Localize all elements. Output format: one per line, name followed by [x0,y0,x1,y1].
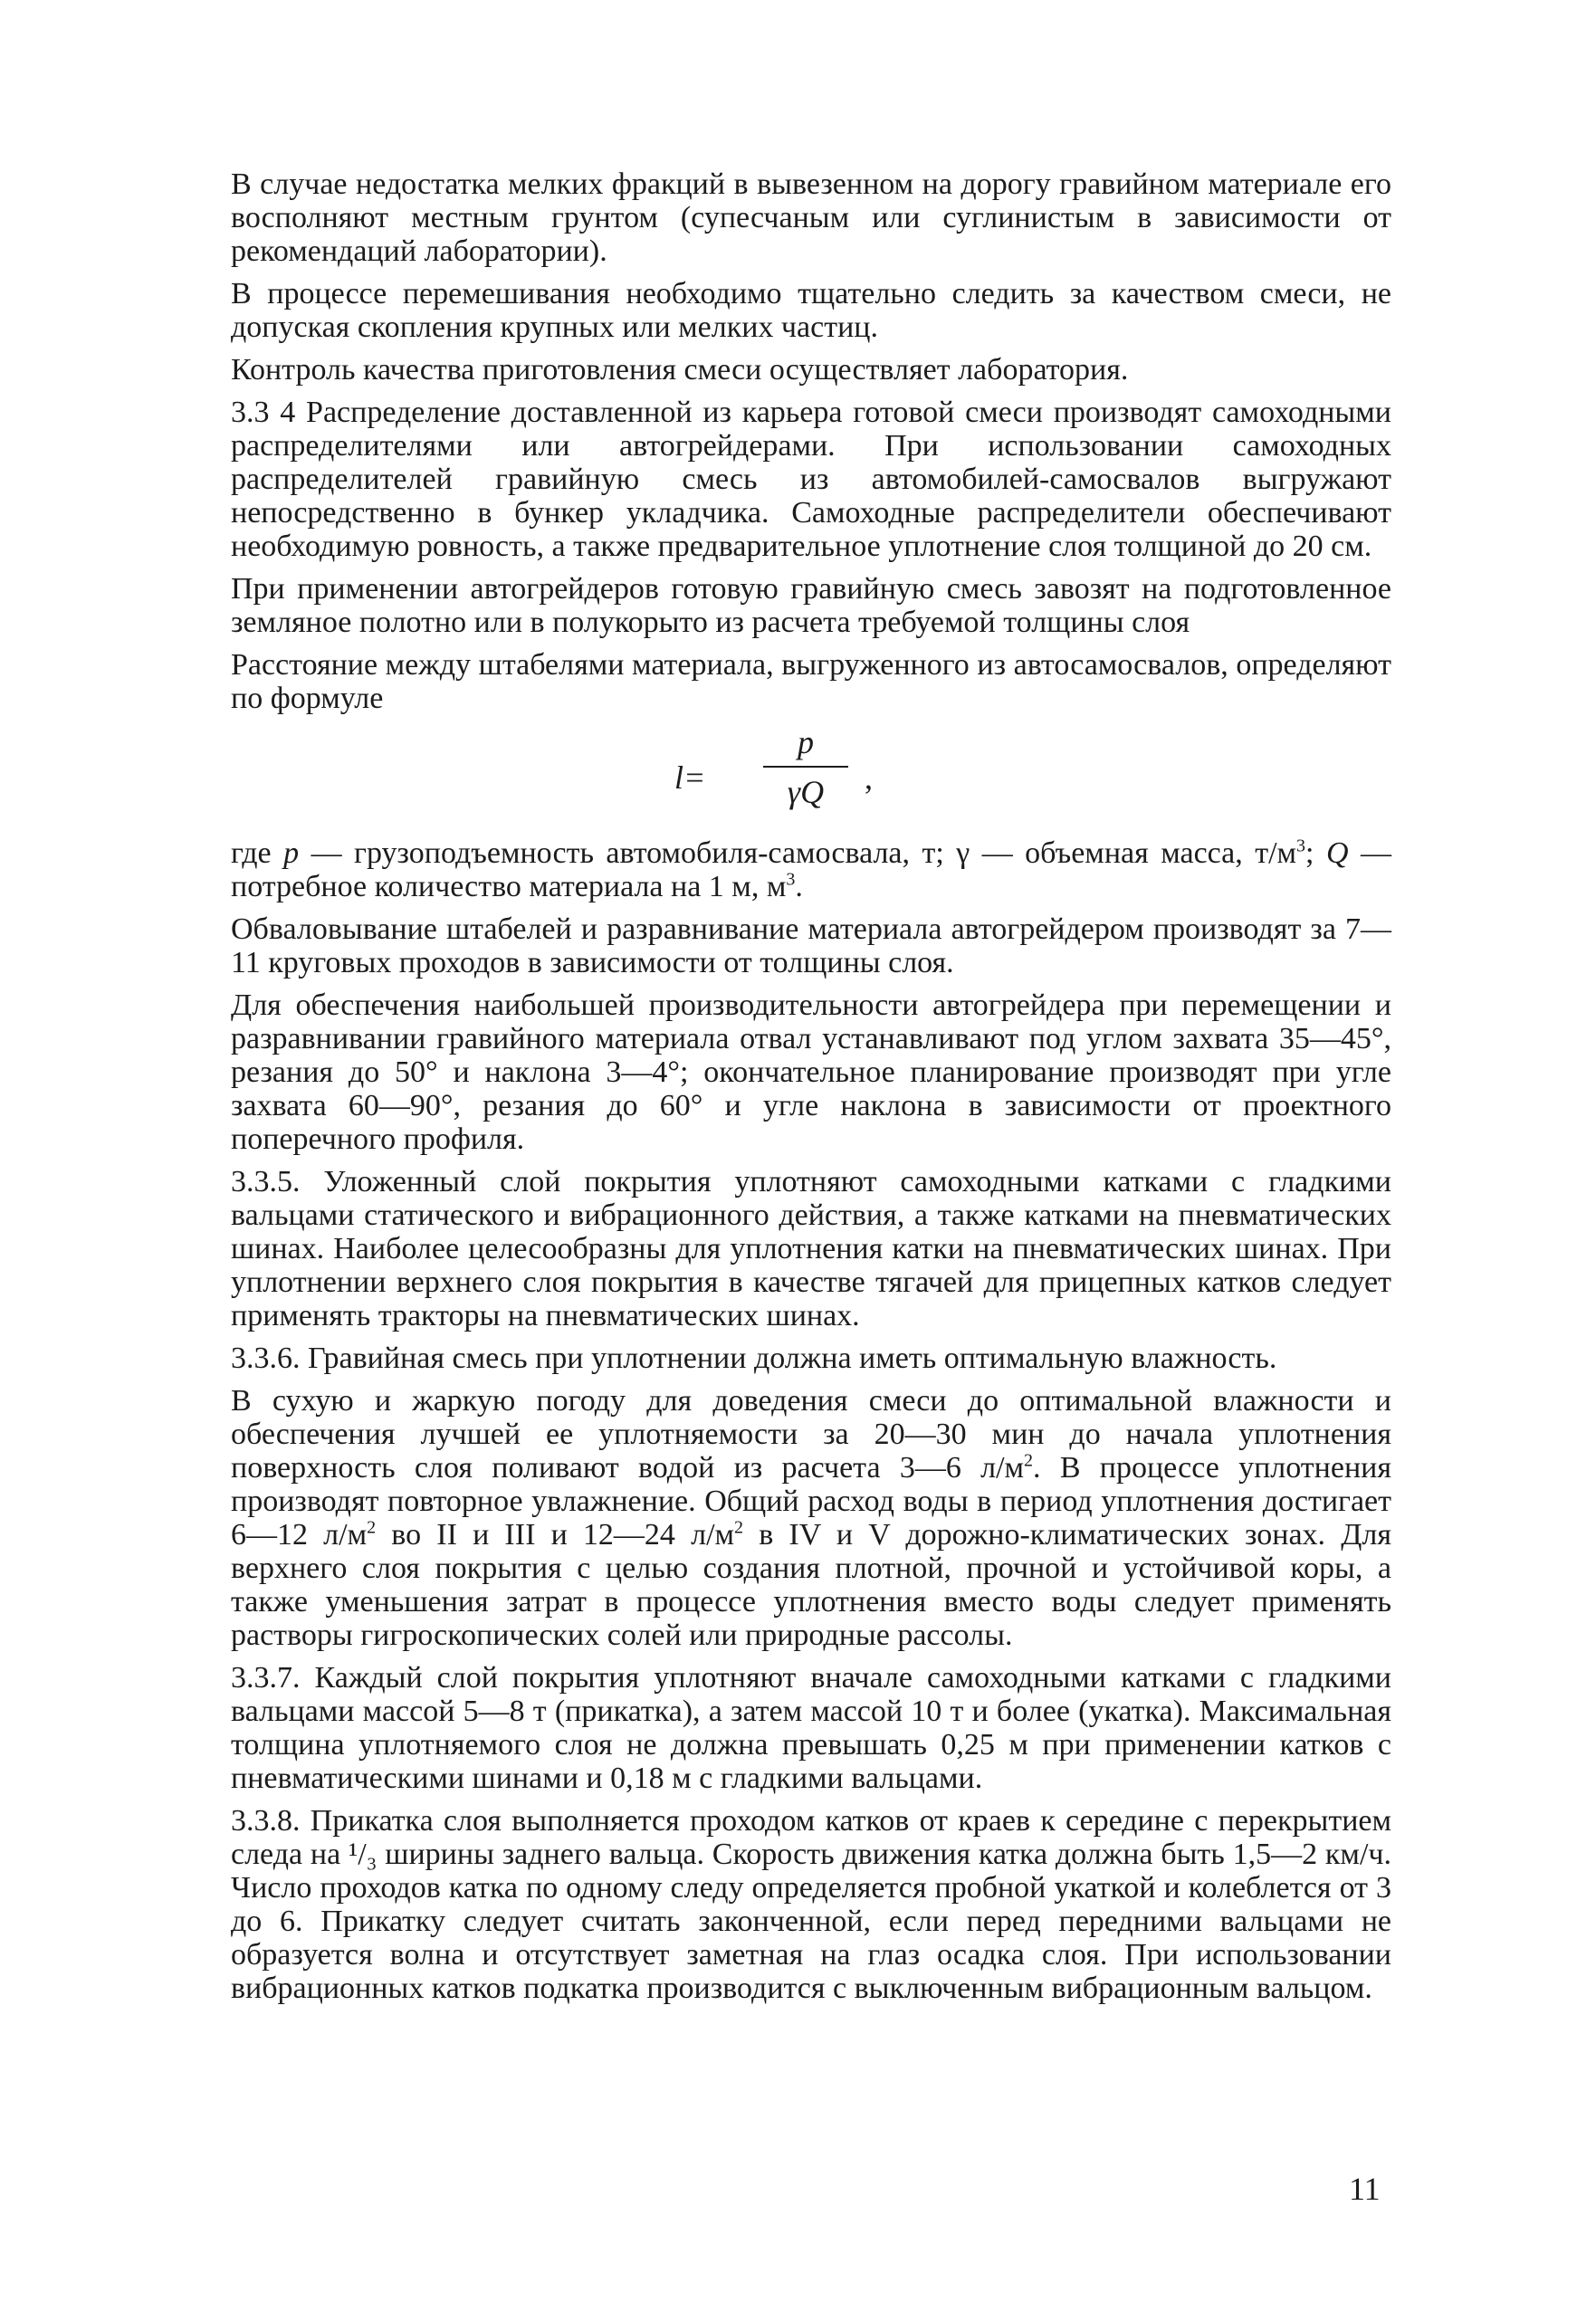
paragraph-embanking: Обваловывание штабелей и разравнивание материала автогрейдером производят за 7—11 круговых проходов в зависимости от толщины слоя. [231,912,1391,979]
formula-denominator: γQ [787,774,825,810]
legend-text: — потребное количество материала на 1 м, м [231,836,1391,903]
legend-text: . [795,870,803,903]
body-text [231,167,1391,2014]
paragraph-mixing: В процессе перемешивания необходимо тщательно следить за качеством смеси, не допуская скопления крупных или мелких частиц. [231,277,1391,344]
rolling-text: ширины заднего вальца. Скорость движения катка должна быть 1,5—2 км/ч. Число проходов катка по одному следу определяется пробной укаткой и колеблется от 3 до 6. Прикатку следует считать законченной, если перед передними вальцами не образуется волна и отсутствует заметная на глаз осадка слоя. При использовании вибрационных катков подкатка производится с выключенным вибрационным вальцом. [231,1838,1391,2005]
legend-text: — объемная масса, т/м [970,836,1297,870]
formula-numerator: p [798,724,814,760]
watering-text: в IV и V дорожно-климатических зонах. Для верхнего слоя покрытия с целью создания плотной, прочной и устойчивой коры, а также уменьшения затрат в процессе уплотнения вместо воды следует применять растворы гигроскопических солей или природные рассолы. [231,1518,1391,1652]
watering-superscript: 2 [734,1517,744,1538]
paragraph-formula-legend [231,836,1391,903]
paragraph-watering [231,1384,1391,1652]
watering-text: В сухую и жаркую погоду для доведения смеси до оптимальной влажности и обеспечения лучшей ее уплотняемости за 20—30 мин до начала уплотнения поверхность слоя поливают водой из расчета 3—6 л/м [231,1384,1391,1485]
formula-comma: , [865,759,873,796]
paragraph-quality-control: Контроль качества приготовления смеси осуществляет лаборатория. [231,353,1129,387]
paragraph-3-3-5: 3.3.5. Уложенный слой покрытия уплотняют самоходными катками с гладкими вальцами статического и вибрационного действия, а также катками на пневматических шинах. Наиболее целесообразны для уплотнения катки на пневматических шинах. При уплотнении верхнего слоя покрытия в качестве тягачей для прицепных катков следует применять тракторы на пневматических шинах. [231,1165,1391,1332]
watering-text: . В процессе уплотнения производят повторное увлажнение. Общий расход воды в период уплотнения достигает 6—12 л/м [231,1451,1391,1552]
legend-text: — грузоподъемность автомобиля-самосвала, т; [299,836,957,870]
legend-symbol-q: Q [1325,836,1349,870]
paragraph-fine-fraction: В случае недостатка мелких фракций в вывезенном на дорогу гравийном материале его восполняют местным грунтом (супесчаным или суглинистым в зависимости от рекомендаций лаборатории). [231,167,1391,268]
legend-text: ; [1305,836,1326,870]
legend-symbol-gamma: γ [956,836,970,870]
legend-text: где [231,836,284,870]
watering-superscript: 2 [1024,1450,1034,1471]
pile-distance-formula [231,724,1391,833]
paragraph-autograders: При применении автогрейдеров готовую гравийную смесь завозят на подготовленное земляное полотно или в полукорыто из расчета требуемой толщины слоя [231,572,1391,639]
paragraph-3-3-4: 3.3 4 Распределение доставленной из карьера готовой смеси производят самоходными распределителями или автогрейдерами. При использовании самоходных распределителей гравийную смесь из автомобилей-самосвалов выгружают непосредственно в бункер укладчика. Самоходные распределители обеспечивают необходимую ровность, а также предварительное уплотнение слоя толщиной до 20 см. [231,396,1391,563]
formula-fraction [756,724,855,811]
paragraph-3-3-7: 3.3.7. Каждый слой покрытия уплотняют вначале самоходными катками с гладкими вальцами массой 5—8 т (прикатка), а затем массой 10 т и более (укатка). Максимальная толщина уплотняемого слоя не должна превышать 0,25 м при применении катков с пневматическими шинами и 0,18 м с гладкими вальцами. [231,1661,1391,1795]
fraction-bar [763,766,848,768]
paragraph-blade-angles: Для обеспечения наибольшей производительности автогрейдера при перемещении и разравнивании гравийного материала отвал устанавливают под углом захвата 35—45°, резания до 50° и наклона 3—4°; окончательное планирование производят при угле захвата 60—90°, резания до 60° и угле наклона в зависимости от проектного поперечного профиля. [231,988,1391,1156]
paragraph-3-3-6: 3.3.6. Гравийная смесь при уплотнении должна иметь оптимальную влажность. [231,1342,1277,1375]
rolling-fraction: ¹/₃ [349,1838,377,1871]
page-number: 11 [1349,2171,1381,2207]
formula-lhs: l= [674,759,706,796]
watering-text: во II и III и 12—24 л/м [376,1518,735,1552]
rolling-text: 3.3.8. Прикатка слоя выполняется проходом катков от краев к середине с перекрытием следа на [231,1804,1391,1871]
legend-symbol-p: p [283,836,300,870]
paragraph-pile-distance: Расстояние между штабелями материала, выгруженного из автосамосвалов, определяют по формуле [231,648,1391,715]
watering-superscript: 2 [367,1517,377,1538]
legend-superscript: 3 [786,869,796,890]
legend-superscript: 3 [1296,836,1306,856]
paragraph-3-3-8 [231,1804,1391,2005]
